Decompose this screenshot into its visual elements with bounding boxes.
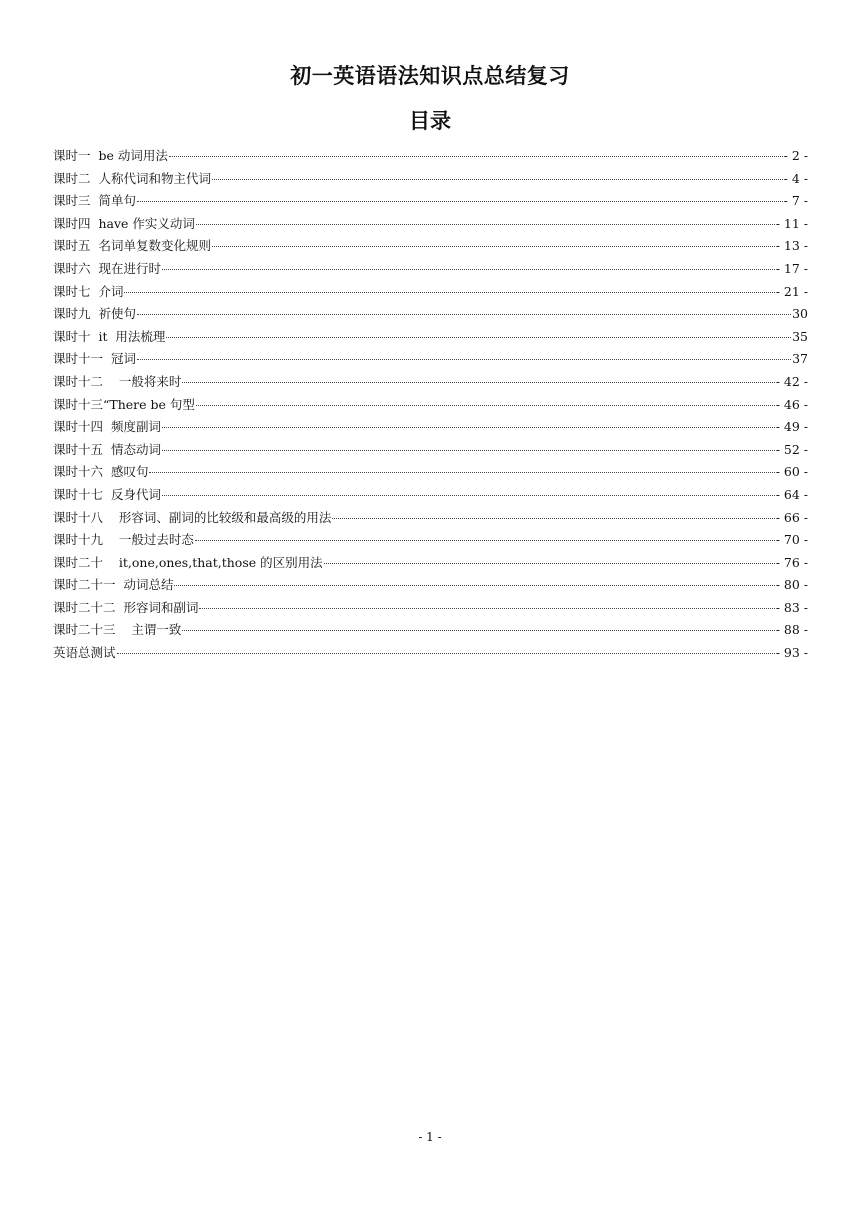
toc-entry-page: - 60 - <box>775 464 808 480</box>
toc-dot-leader <box>162 450 775 451</box>
toc-dot-leader <box>137 201 783 202</box>
toc-entry[interactable] <box>53 619 808 642</box>
toc-entry[interactable] <box>53 574 808 597</box>
toc-entry-page: - 11 - <box>775 215 808 231</box>
toc-entry-label: 课时十五 情态动词 <box>53 441 161 457</box>
toc-dot-leader <box>124 292 774 293</box>
toc-entry[interactable] <box>53 416 808 439</box>
toc-entry-label: 课时一 be 动词用法 <box>53 148 168 163</box>
toc-entry-label: 英语总测试 <box>53 645 116 661</box>
toc-dot-leader <box>196 224 775 225</box>
toc-entry[interactable] <box>53 507 808 530</box>
toc-entry-label: 课时十八 形容词、副词的比较级和最高级的用法 <box>53 509 332 525</box>
toc-entry-label: 课时五 名词单复数变化规则 <box>53 238 211 254</box>
toc-entry-label: 课时十七 反身代词 <box>53 486 161 502</box>
toc-entry-page: - 2 - <box>783 148 808 163</box>
toc-entry-page: - 88 - <box>775 622 808 638</box>
toc-entry[interactable] <box>53 258 808 281</box>
toc-entry[interactable] <box>53 190 808 213</box>
toc-entry[interactable] <box>53 597 808 620</box>
toc-entry-label: 课时二十一 动词总结 <box>53 577 174 593</box>
toc-dot-leader <box>117 653 775 654</box>
toc-dot-leader <box>166 337 791 338</box>
toc-dot-leader <box>162 495 775 496</box>
toc-entry[interactable] <box>53 552 808 575</box>
toc-entry[interactable] <box>53 394 808 417</box>
toc-entry-label: 课时十六 感叹句 <box>53 464 149 480</box>
toc-heading: 目录 <box>409 109 451 133</box>
toc-entry-label: 课时十三“There be 句型 <box>53 396 195 412</box>
toc-dot-leader <box>324 563 775 564</box>
toc-entry-label: 课时十四 频度副词 <box>53 419 161 435</box>
toc-entry-page: - 76 - <box>775 554 808 570</box>
toc-entry-label: 课时二十二 形容词和副词 <box>53 599 199 615</box>
toc-entry[interactable] <box>53 326 808 349</box>
toc-entry-page: - 21 - <box>775 283 808 299</box>
toc-dot-leader <box>169 156 783 157</box>
toc-entry-label: 课时三 简单句 <box>53 193 136 209</box>
toc-entry-page: - 49 - <box>775 419 808 435</box>
toc-dot-leader <box>182 630 774 631</box>
toc-entry-page: - 80 - <box>775 577 808 593</box>
toc-entry-page: - 93 - <box>775 645 808 661</box>
document-title: 初一英语语法知识点总结复习 <box>290 64 570 88</box>
toc-dot-leader <box>182 382 774 383</box>
toc-entry-label: 课时六 现在进行时 <box>53 260 161 276</box>
toc-entry-page: - 4 - <box>783 170 808 186</box>
toc-entry[interactable] <box>53 439 808 462</box>
toc-entry[interactable] <box>53 145 808 168</box>
toc-entry-label: 课时十一 冠词 <box>53 351 136 367</box>
toc-dot-leader <box>137 359 791 360</box>
toc-entry-label: 课时十九 一般过去时态 <box>53 532 194 548</box>
toc-entry-label: 课时九 祈使句 <box>53 306 136 322</box>
toc-dot-leader <box>137 314 791 315</box>
toc-entry[interactable] <box>53 529 808 552</box>
toc-dot-leader <box>212 246 775 247</box>
toc-entry-page: - 17 - <box>775 260 808 276</box>
toc-entry-page: 30 <box>792 306 808 322</box>
toc-entry-page: - 70 - <box>775 532 808 548</box>
toc-entry-page: - 66 - <box>775 509 808 525</box>
toc-entry-page: - 46 - <box>775 396 808 412</box>
table-of-contents <box>53 145 808 665</box>
toc-entry[interactable] <box>53 168 808 191</box>
toc-entry-label: 课时十二 一般将来时 <box>53 373 182 389</box>
toc-entry[interactable] <box>53 484 808 507</box>
toc-entry-page: - 83 - <box>775 599 808 615</box>
toc-dot-leader <box>149 472 774 473</box>
toc-dot-leader <box>162 427 775 428</box>
toc-entry[interactable] <box>53 371 808 394</box>
toc-dot-leader <box>174 585 774 586</box>
toc-entry-label: 课时二十三 主谓一致 <box>53 622 182 638</box>
toc-entry[interactable] <box>53 461 808 484</box>
toc-dot-leader <box>199 608 774 609</box>
toc-entry-page: - 42 - <box>775 373 808 389</box>
toc-entry-label: 课时二 人称代词和物主代词 <box>53 170 211 186</box>
toc-entry-page: - 13 - <box>775 238 808 254</box>
page-number: - 1 - <box>418 1130 442 1144</box>
toc-entry-label: 课时二十 it,one,ones,that,those 的区别用法 <box>53 554 323 570</box>
toc-entry-page: 37 <box>792 351 808 367</box>
toc-dot-leader <box>196 405 775 406</box>
toc-dot-leader <box>162 269 775 270</box>
toc-entry-page: 35 <box>792 328 808 344</box>
toc-entry[interactable] <box>53 303 808 326</box>
toc-dot-leader <box>195 540 775 541</box>
toc-dot-leader <box>212 179 783 180</box>
toc-entry[interactable] <box>53 642 808 665</box>
toc-dot-leader <box>332 518 774 519</box>
toc-entry[interactable] <box>53 235 808 258</box>
toc-entry[interactable] <box>53 281 808 304</box>
toc-entry-page: - 7 - <box>783 193 808 209</box>
toc-entry-label: 课时七 介词 <box>53 283 124 299</box>
toc-entry[interactable] <box>53 213 808 236</box>
toc-entry[interactable] <box>53 348 808 371</box>
toc-entry-page: - 64 - <box>775 486 808 502</box>
toc-entry-label: 课时四 have 作实义动词 <box>53 215 195 231</box>
toc-entry-page: - 52 - <box>775 441 808 457</box>
toc-entry-label: 课时十 it 用法梳理 <box>53 328 166 344</box>
